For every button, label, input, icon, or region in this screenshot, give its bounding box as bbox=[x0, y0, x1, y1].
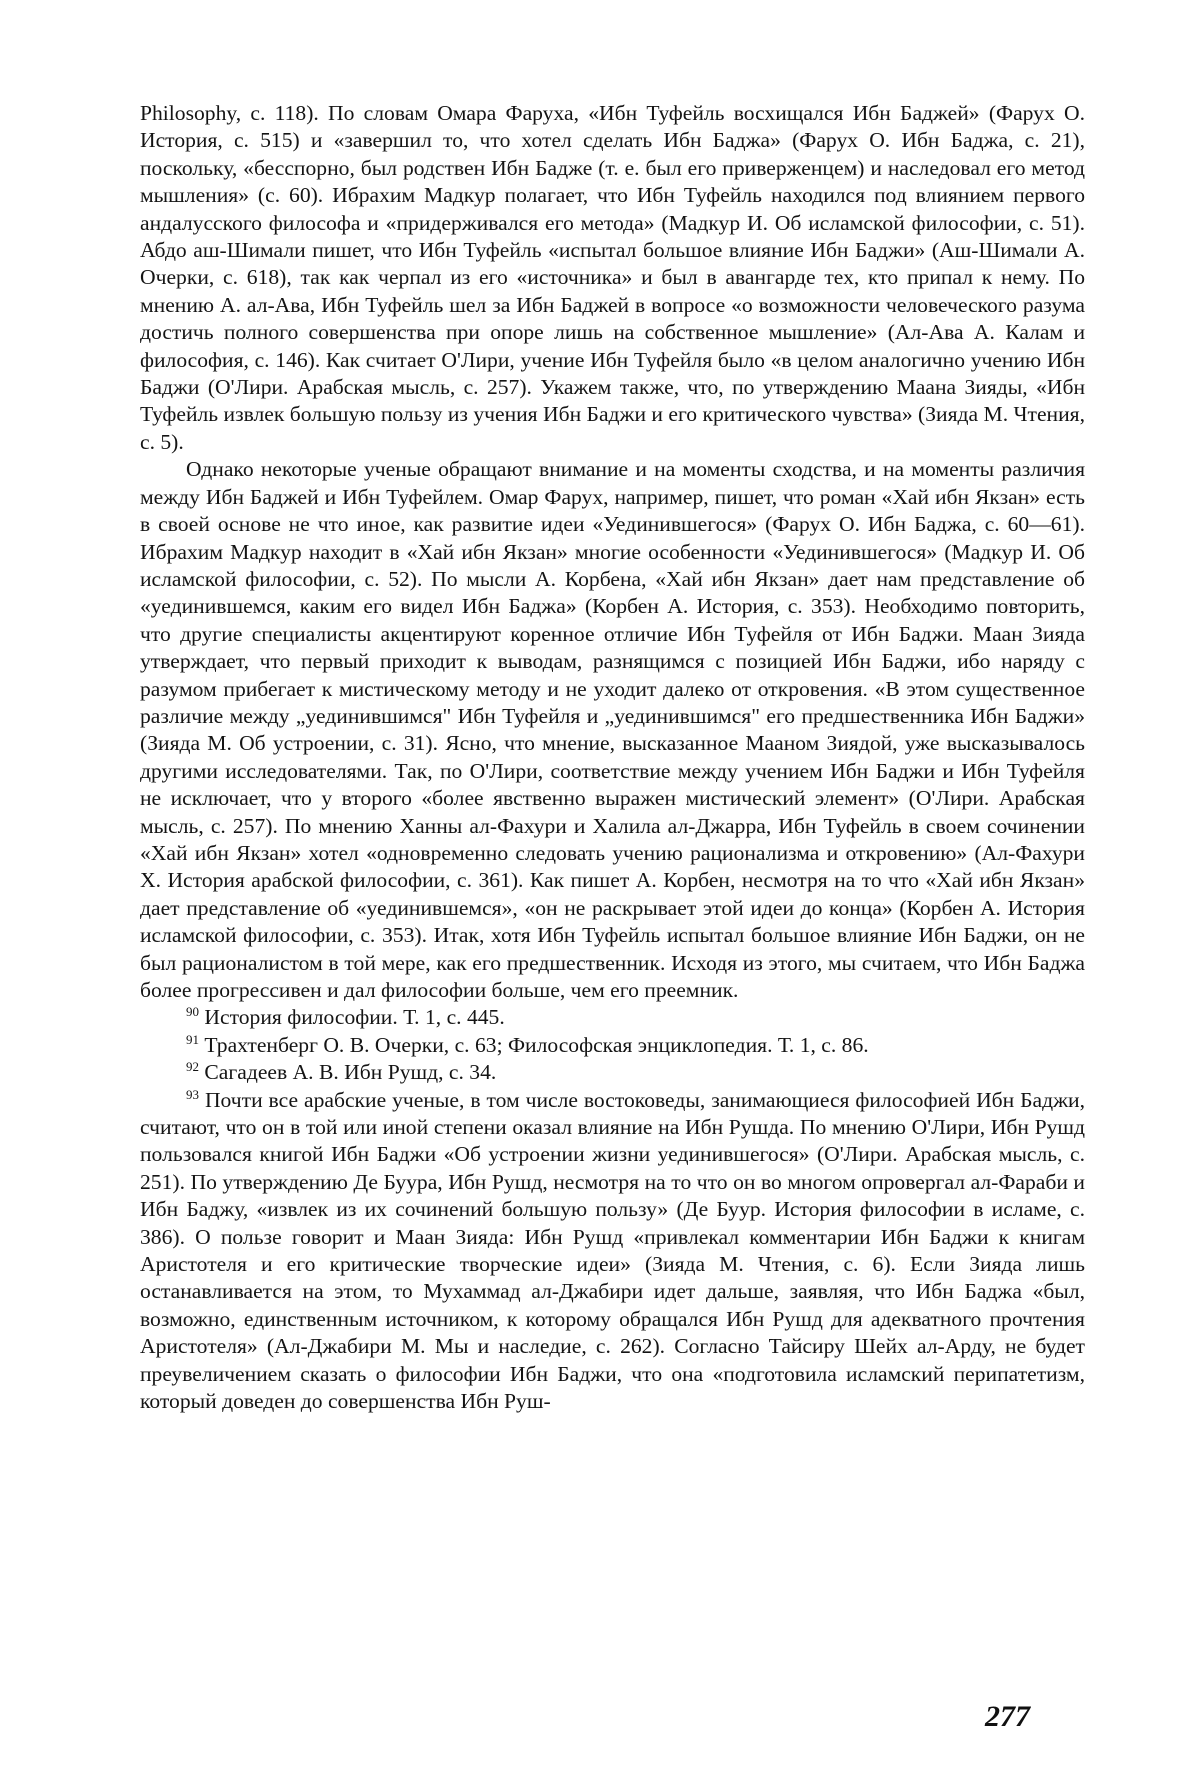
footnotes bbox=[140, 1004, 1085, 1415]
footnote-text: Почти все арабские ученые, в том числе востоковеды, занимающиеся философией Ибн Баджи, считают, что он в той или иной степени оказал влияние на Ибн Рушда. По мнению О'Лири, Ибн Рушд пользовался книгой Ибн Баджи «Об устроении жизни уединившегося» (О'Лири. Арабская мысль, с. 251). По утверждению Де Буура, Ибн Рушд, несмотря на то что он во многом опровергал ал-Фараби и Ибн Баджу, «извлек из их сочинений большую пользу» (Де Буур. История философии в исламе, с. 386). О пользе говорит и Маан Зияда: Ибн Рушд «привлекал комментарии Ибн Баджи к книгам Аристотеля и его критические творческие идеи» (Зияда М. Чтения, с. 6). Если Зияда лишь останавливается на этом, то Мухаммад ал-Джабири идет дальше, заявляя, что Ибн Баджа «был, возможно, единственным источником, к которому обращался Ибн Рушд для адекватного прочтения Аристотеля» (Ал-Джабири М. Мы и наследие, с. 262). Согласно Тайсиру Шейх ал-Арду, не будет преувеличением сказать о философии Ибн Баджи, что она «подготовила исламский перипатетизм, который доведен до совершенства Ибн Руш- bbox=[140, 1087, 1085, 1414]
footnote-90 bbox=[140, 1004, 1085, 1031]
footnote-text: Сагадеев А. В. Ибн Рушд, с. 34. bbox=[204, 1060, 497, 1085]
body-paragraph-1: Philosophy, с. 118). По словам Омара Фаруха, «Ибн Туфейль восхищался Ибн Баджей» (Фарух О. История, с. 515) и «завершил то, что хотел сделать Ибн Баджа» (Фарух О. Ибн Баджа, с. 21), поскольку, «бесспорно, был родствен Ибн Бадже (т. е. был его приверженцем) и наследовал его метод мышления» (с. 60). Ибрахим Мадкур полагает, что Ибн Туфейль находился под влиянием первого андалусского философа и «придерживался его метода» (Мадкур И. Об исламской философии, с. 51). Абдо аш-Шимали пишет, что Ибн Туфейль «испытал большое влияние Ибн Баджи» (Аш-Шимали А. Очерки, с. 618), так как черпал из его «источника» и был в авангарде тех, кто припал к нему. По мнению А. ал-Ава, Ибн Туфейль шел за Ибн Баджей в вопросе «о возможности человеческого разума достичь полного совершенства при опоре лишь на собственное мышление» (Ал-Ава А. Калам и философия, с. 146). Как считает О'Лири, учение Ибн Туфейля было «в целом аналогично учению Ибн Баджи (О'Лири. Арабская мысль, с. 257). Укажем также, что, по утверждению Маана Зияды, «Ибн Туфейль извлек большую пользу из учения Ибн Баджи и его критического чувства» (Зияда М. Чтения, с. 5). bbox=[140, 101, 1085, 454]
page-number: 277 bbox=[985, 1700, 1030, 1733]
footnote-91 bbox=[140, 1032, 1085, 1059]
footnote-number: 90 bbox=[186, 1004, 199, 1020]
footnote-93 bbox=[140, 1087, 1085, 1416]
footnote-text: Трахтенберг О. В. Очерки, с. 63; Философская энциклопедия. Т. 1, с. 86. bbox=[204, 1032, 869, 1057]
footnote-92 bbox=[140, 1059, 1085, 1086]
footnote-number: 93 bbox=[186, 1086, 199, 1102]
footnote-number: 91 bbox=[186, 1031, 199, 1047]
page-text bbox=[140, 100, 1085, 1416]
footnote-number: 92 bbox=[186, 1059, 199, 1075]
footnote-text: История философии. Т. 1, с. 445. bbox=[204, 1005, 505, 1030]
body-paragraph-2: Однако некоторые ученые обращают внимание и на моменты сходства, и на моменты различия между Ибн Баджей и Ибн Туфейлем. Омар Фарух, например, пишет, что роман «Хай ибн Якзан» есть в своей основе не что иное, как развитие идеи «Уединившегося» (Фарух О. Ибн Баджа, с. 60—61). Ибрахим Мадкур находит в «Хай ибн Якзан» многие особенности «Уединившегося» (Мадкур И. Об исламской философии, с. 52). По мысли А. Корбена, «Хай ибн Якзан» дает нам представление об «уединившемся, каким его видел Ибн Баджа» (Корбен А. История, с. 353). Необходимо повторить, что другие специалисты акцентируют коренное отличие Ибн Туфейля от Ибн Баджи. Маан Зияда утверждает, что первый приходит к выводам, разнящимся с позицией Ибн Баджи, ибо наряду с разумом прибегает к мистическому методу и не уходит далеко от откровения. «В этом существенное различие между „уединившимся" Ибн Туфейля и „уединившимся" его предшественника Ибн Баджи» (Зияда М. Об устроении, с. 31). Ясно, что мнение, высказанное Мааном Зиядой, уже высказывалось другими исследователями. Так, по О'Лири, соответствие между учением Ибн Баджи и Ибн Туфейля не исключает, что у второго «более явственно выражен мистический элемент» (О'Лири. Арабская мысль, с. 257). По мнению Ханны ал-Фахури и Халила ал-Джарра, Ибн Туфейль в своем сочинении «Хай ибн Якзан» хотел «одновременно следовать учению рационализма и откровению» (Ал-Фахури Х. История арабской философии, с. 361). Как пишет А. Корбен, несмотря на то что «Хай ибн Якзан» дает представление об «уединившемся», «он не раскрывает этой идеи до конца» (Корбен А. История исламской философии, с. 353). Итак, хотя Ибн Туфейль испытал большое влияние Ибн Баджи, он не был рационалистом в той мере, как его предшественник. Исходя из этого, мы считаем, что Ибн Баджа более прогрессивен и дал философии больше, чем его преемник. bbox=[140, 457, 1085, 1002]
